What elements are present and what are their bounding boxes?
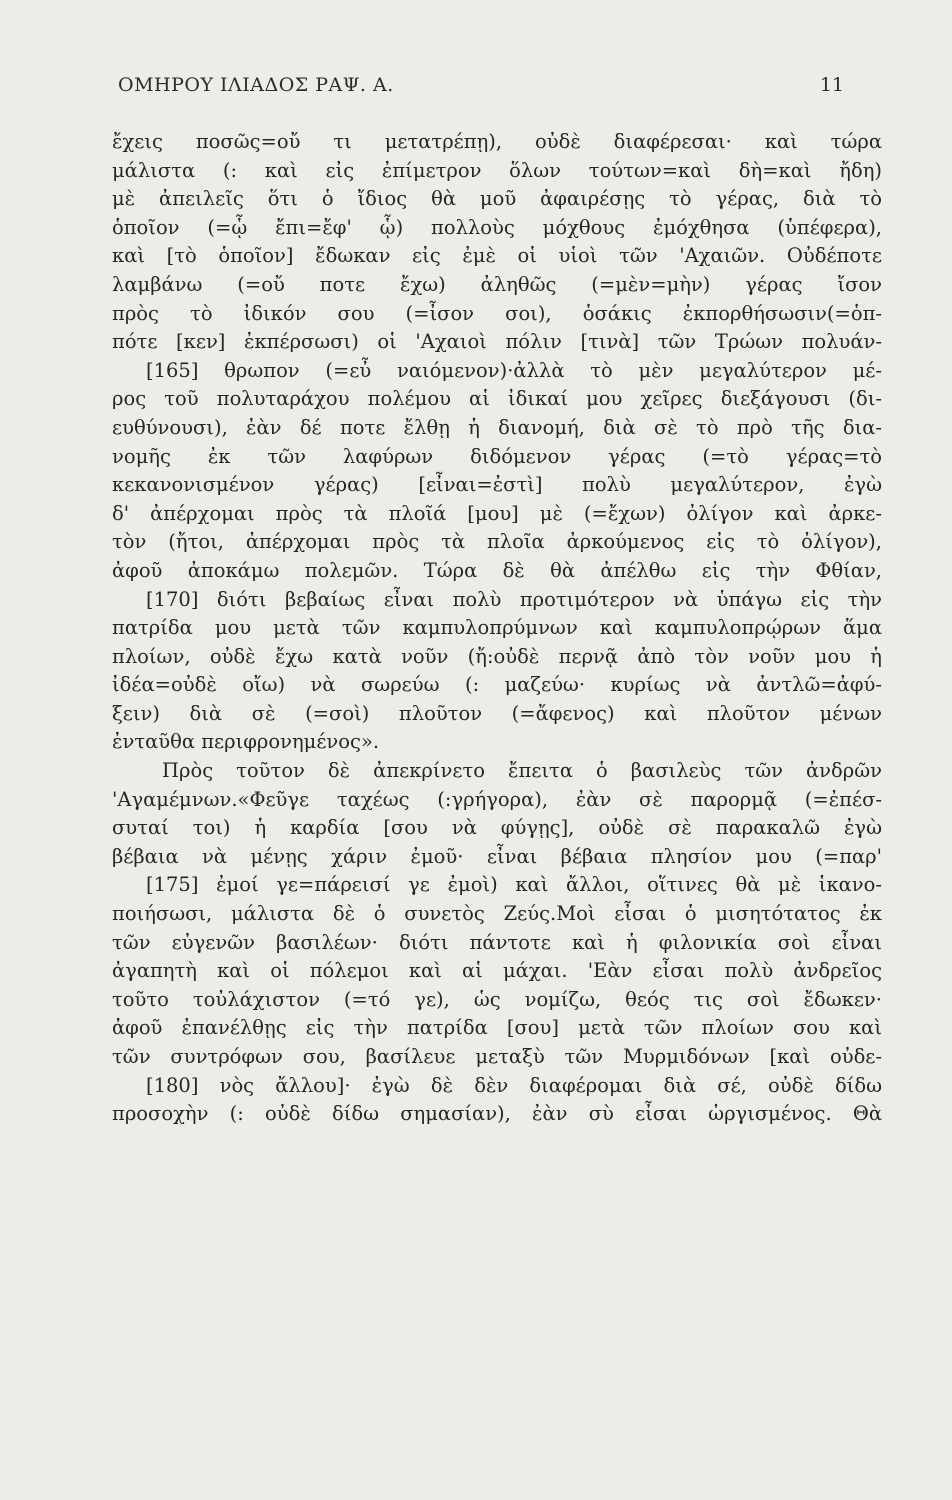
text-line: πρὸς τὸ ἰδικόν σου (=ἶσον σοι), ὁσάκις ἐκπορθήσωσιν(=ὁπ- [112, 301, 882, 325]
text-line: τὸν (ἤτοι, ἀπέρχομαι πρὸς τὰ πλοῖα ἀρκούμενος εἰς τὸ ὀλίγον), [112, 530, 882, 554]
text-line: Πρὸς τοῦτον δὲ ἀπεκρίνετο ἔπειτα ὁ βασιλεὺς τῶν ἀνδρῶν [162, 759, 882, 783]
text-line: νομῆς ἐκ τῶν λαφύρων διδόμενον γέρας (=τὸ γέρας=τὸ [112, 444, 882, 468]
text-line: ευθύνουσι), ἐὰν δέ ποτε ἔλθῃ ἡ διανομή, διὰ σὲ τὸ πρὸ τῆς δια- [112, 415, 882, 439]
text-line: τῶν συντρόφων σου, βασίλευε μεταξὺ τῶν Μυρμιδόνων [καὶ οὐδε- [112, 1045, 882, 1068]
text-line: πατρίδα μου μετὰ τῶν καμπυλοπρύμνων καὶ καμπυλοπρῴρων ἅμα [112, 616, 882, 640]
text-line: καὶ [τὸ ὁποῖον] ἔδωκαν εἰς ἐμὲ οἱ υἱοὶ τῶν 'Αχαιῶν. Οὐδέποτε [112, 244, 882, 268]
text-line: ξειν) διὰ σὲ (=σοὶ) πλοῦτον (=ἄφενος) καὶ πλοῦτον μένων [112, 701, 882, 725]
page-number: 11 [819, 74, 844, 96]
text-line: ἐνταῦθα περιφρονημένος». [112, 730, 380, 754]
text-line: τῶν εὐγενῶν βασιλέων· διότι πάντοτε καὶ ἡ φιλονικία σοὶ εἶναι [112, 930, 882, 954]
text-line: κεκανονισμένον γέρας) [εἶναι=ἐστὶ] πολὺ μεγαλύτερον, ἐγὼ [112, 473, 882, 497]
text-line: ρος τοῦ πολυταράχου πολέμου αἱ ἰδικαί μου χεῖρες διεξάγουσι (δι- [112, 387, 882, 411]
text-line: συταί τοι) ἡ καρδία [σου νὰ φύγῃς], οὐδὲ σὲ παρακαλῶ ἐγὼ [112, 816, 882, 840]
text-line: ἀφοῦ ἐπανέλθῃς εἰς τὴν πατρίδα [σου] μετὰ τῶν πλοίων σου καὶ [112, 1016, 882, 1040]
body-text [112, 128, 882, 1129]
text-line: [165] θρωπον (=εὖ ναιόμενον)·ἀλλὰ τὸ μὲν μεγαλύτερον μέ- [146, 358, 882, 382]
text-line: ἔχεις ποσῶς=οὔ τι μετατρέπῃ), οὐδὲ διαφέρεσαι· καὶ τώρα [112, 130, 882, 153]
text-line: ἀφοῦ ἀποκάμω πολεμῶν. Τώρα δὲ θὰ ἀπέλθω εἰς τὴν Φθίαν, [112, 558, 882, 582]
page-header [118, 74, 844, 104]
running-head: ΟΜΗΡΟΥ ΙΛΙΑΔΟΣ ΡΑΨ. Α. [118, 74, 394, 96]
text-line: [180] νὸς ἄλλου]· ἐγὼ δὲ δὲν διαφέρομαι διὰ σέ, οὐδὲ δίδω [146, 1073, 882, 1097]
text-line: πότε [κεν] ἐκπέρσωσι) οἱ 'Αχαιοὶ πόλιν [τινὰ] τῶν Τρώων πολυάν- [112, 330, 882, 354]
text-line: ποιήσωσι, μάλιστα δὲ ὁ συνετὸς Ζεύς.Μοὶ εἶσαι ὁ μισητότατος ἐκ [112, 902, 882, 926]
text-line: [170] διότι βεβαίως εἶναι πολὺ προτιμότερον νὰ ὑπάγω εἰς τὴν [146, 587, 882, 611]
text-line: προσοχὴν (: οὐδὲ δίδω σημασίαν), ἐὰν σὺ εἶσαι ὠργισμένος. Θὰ [112, 1102, 882, 1126]
text-line: βέβαια νὰ μένῃς χάριν ἐμοῦ· εἶναι βέβαια πλησίον μου (=παρ' [112, 844, 882, 868]
text-line: λαμβάνω (=οὔ ποτε ἔχω) ἀληθῶς (=μὲν=μὴν) γέρας ἴσον [112, 272, 882, 296]
text-line: [175] ἐμοί γε=πάρεισί γε ἐμοὶ) καὶ ἄλλοι, οἵτινες θὰ μὲ ἱκανο- [146, 873, 882, 897]
text-line: μάλιστα (: καὶ εἰς ἐπίμετρον ὅλων τούτων=καὶ δὴ=καὶ ἤδη) [112, 158, 882, 182]
text-line: τοῦτο τοὐλάχιστον (=τό γε), ὡς νομίζω, θεός τις σοὶ ἔδωκεν· [112, 987, 882, 1011]
text-line: μὲ ἀπειλεῖς ὅτι ὁ ἴδιος θὰ μοῦ ἀφαιρέσῃς τὸ γέρας, διὰ τὸ [112, 187, 882, 211]
text-line: πλοίων, οὐδὲ ἔχω κατὰ νοῦν (ἤ:οὐδὲ περνᾷ ἀπὸ τὸν νοῦν μου ἡ [112, 644, 882, 668]
text-line: ἰδέα=οὐδὲ οἴω) νὰ σωρεύω (: μαζεύω· κυρίως νὰ ἀντλῶ=ἀφύ- [112, 673, 882, 697]
text-line: ἀγαπητὴ καὶ οἱ πόλεμοι καὶ αἱ μάχαι. 'Εὰν εἶσαι πολὺ ἀνδρεῖος [112, 959, 882, 983]
text-line: ὁποῖον (=ᾧ ἔπι=ἔφ' ᾧ) πολλοὺς μόχθους ἐμόχθησα (ὑπέφερα), [112, 215, 882, 239]
text-line: 'Αγαμέμνων.«Φεῦγε ταχέως (:γρήγορα), ἐὰν σὲ παρορμᾷ (=ἐπέσ- [112, 787, 882, 811]
text-line: δ' ἀπέρχομαι πρὸς τὰ πλοῖά [μου] μὲ (=ἔχων) ὀλίγον καὶ ἀρκε- [112, 501, 882, 525]
